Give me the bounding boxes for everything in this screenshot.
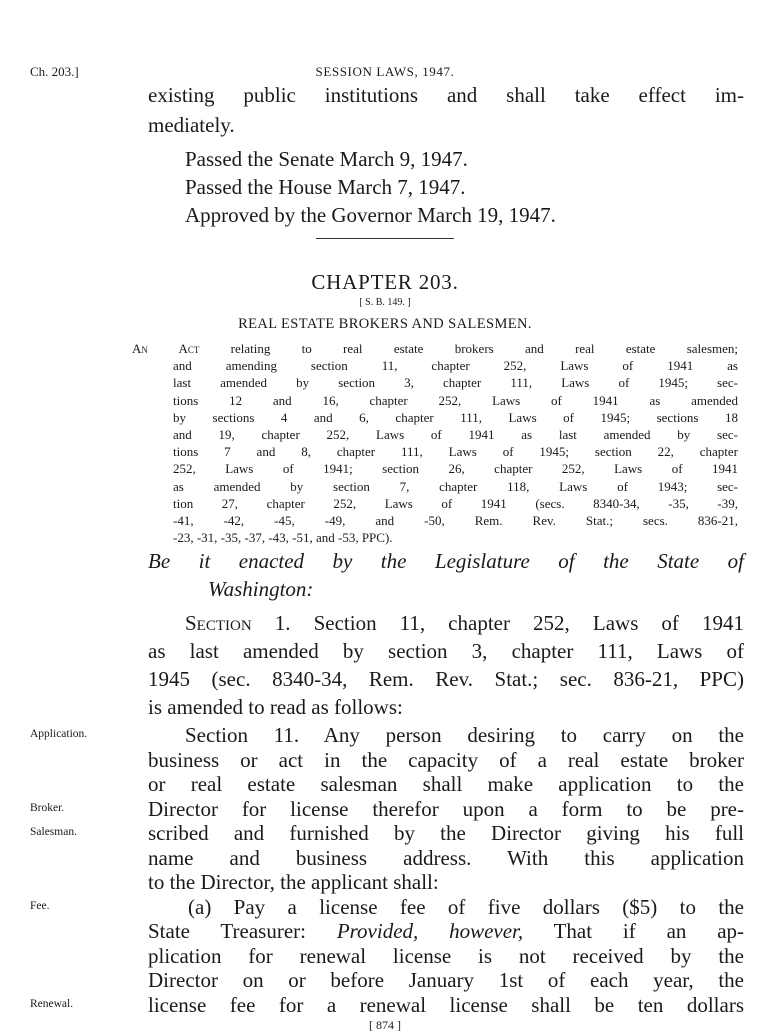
running-head-title: SESSION LAWS, 1947. xyxy=(315,64,455,79)
margin-note-fee: Fee. xyxy=(30,899,50,912)
act-line: -23, -31, -35, -37, -43, -51, and -53, PPC). xyxy=(173,530,393,546)
section11-line: (a) Pay a license fee of five dollars ($5) to the xyxy=(188,894,744,919)
act-line: tions 7 and 8, chapter 111, Laws of 1945; section 22, chapter xyxy=(173,444,738,460)
margin-note-renewal: Renewal. xyxy=(30,997,74,1010)
section11-line: to the Director, the applicant shall: xyxy=(148,870,439,894)
enacting-clause-cont: Washington: xyxy=(208,577,314,601)
section11-line: license fee for a renewal license shall be ten dollars xyxy=(148,992,744,1017)
section11-line: Section 11. Any person desiring to carry on the xyxy=(185,723,744,747)
section-divider xyxy=(316,238,454,239)
running-head xyxy=(0,64,770,84)
margin-note-salesman: Salesman. xyxy=(30,826,77,838)
chapter-title: CHAPTER 203. xyxy=(311,270,459,294)
margin-note-broker: Broker. xyxy=(30,801,65,814)
act-lead: An Act xyxy=(132,341,200,356)
section11-line: State Treasurer: Provided, however, That if an ap- xyxy=(148,919,745,943)
act-title xyxy=(132,340,738,546)
act-line: as amended by section 7, chapter 118, Laws of 1943; sec- xyxy=(173,478,738,494)
section11-line: Director for license therefor upon a form to be pre- xyxy=(148,796,744,821)
act-line: tion 27, chapter 252, Laws of 1941 (secs. 8340-34, -35, -39, xyxy=(173,495,738,511)
section11-line: business or act in the capacity of a real estate broker xyxy=(148,747,744,772)
act-line: by sections 4 and 6, chapter 111, Laws of 1945; sections 18 xyxy=(173,409,738,425)
act-line: and 19, chapter 252, Laws of 1941 as last amended by sec- xyxy=(173,427,738,443)
section11-line: Director on or before January 1st of each year, the xyxy=(148,968,744,992)
section11-line: or real estate salesman shall make application to the xyxy=(148,772,744,796)
section1-label: Section 1. xyxy=(185,611,291,635)
chapter-subject: REAL ESTATE BROKERS AND SALESMEN. xyxy=(238,316,532,332)
enacting-clause: Be it enacted by the Legislature of the State of xyxy=(148,549,744,573)
section11-line: scribed and furnished by the Director giving his full xyxy=(148,821,744,845)
bill-reference: [ S. B. 149. ] xyxy=(359,297,411,308)
section11-line: name and business address. With this application xyxy=(148,845,744,870)
section11-line: plication for renewal license is not received by the xyxy=(148,943,744,968)
continuation-line: mediately. xyxy=(148,113,235,137)
margin-note-application: Application. xyxy=(30,728,88,740)
act-line: An Act relating to real estate brokers and real estate salesmen; xyxy=(132,341,738,356)
section1-line: is amended to read as follows: xyxy=(148,695,403,719)
passed-senate: Passed the Senate March 9, 1947. xyxy=(185,147,468,171)
running-head-chapter: Ch. 203.] xyxy=(30,64,79,79)
section1-line: 1945 (sec. 8340-34, Rem. Rev. Stat.; sec. 836-21, PPC) xyxy=(148,667,744,691)
act-line: last amended by section 3, chapter 111, Laws of 1945; sec- xyxy=(173,375,738,391)
section1-line: as last amended by section 3, chapter 111, Laws of xyxy=(148,639,744,663)
section1-line: Section 1. Section 11, chapter 252, Laws of 1941 xyxy=(185,611,745,635)
act-line: and amending section 11, chapter 252, Laws of 1941 as xyxy=(173,358,738,374)
page-number: [ 874 ] xyxy=(369,1018,401,1032)
act-line: 252, Laws of 1941; section 26, chapter 252, Laws of 1941 xyxy=(173,461,738,477)
act-line: tions 12 and 16, chapter 252, Laws of 1941 as amended xyxy=(173,392,738,408)
proviso-italic: Provided, however, xyxy=(336,919,524,943)
act-line: -41, -42, -45, -49, and -50, Rem. Rev. Stat.; secs. 836-21, xyxy=(173,513,738,529)
passed-house: Passed the House March 7, 1947. xyxy=(185,175,466,199)
continuation-line: existing public institutions and shall take effect im- xyxy=(148,83,744,107)
approved-governor: Approved by the Governor March 19, 1947. xyxy=(185,203,556,227)
